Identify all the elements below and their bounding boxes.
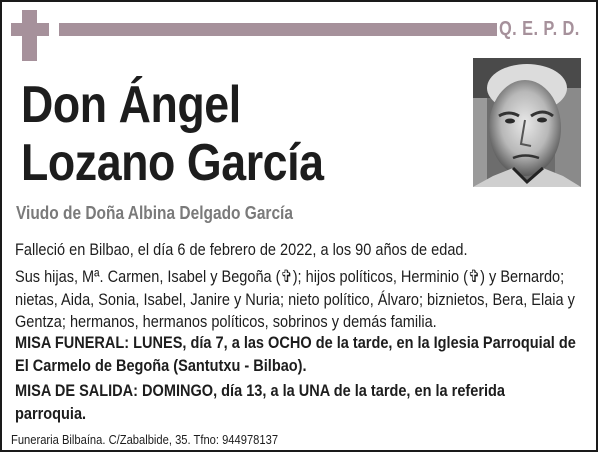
funeral-home-info: Funeraria Bilbaína. C/Zabalbide, 35. Tfno: 944978137 [11, 432, 279, 447]
cross-horizontal-beam [11, 23, 49, 36]
portrait-image [473, 58, 581, 187]
header-rule [59, 23, 497, 36]
widow-of-line: Viudo de Doña Albina Delgado García [16, 203, 293, 223]
death-notice: Falleció en Bilbao, el día 6 de febrero de 2022, a los 90 años de edad. [15, 240, 468, 259]
qepd-label: Q. E. P. D. [499, 18, 580, 40]
funeral-mass: MISA FUNERAL: LUNES, día 7, a las OCHO de la tarde, en la Iglesia Parroquial de El Carmelo de Begoña (Santutxu - Bilbao). [15, 333, 576, 375]
deceased-name-line2: Lozano García [21, 134, 324, 192]
farewell-mass: MISA DE SALIDA: DOMINGO, día 13, a la UNA de la tarde, en la referida parroquia. [15, 381, 506, 423]
deceased-name-line1: Don Ángel [21, 76, 241, 134]
deceased-photo [473, 58, 581, 187]
family-list: Sus hijas, Mª. Carmen, Isabel y Begoña (✞); hijos políticos, Herminio (✞) y Bernardo; nietas, Aida, Sonia, Isabel, Janire y Nuria; nieto político, Álvaro; biznietos, Bera, Elaia y Gentza; hermanos, hermanos políticos, sobrinos y demás familia. [15, 267, 575, 331]
